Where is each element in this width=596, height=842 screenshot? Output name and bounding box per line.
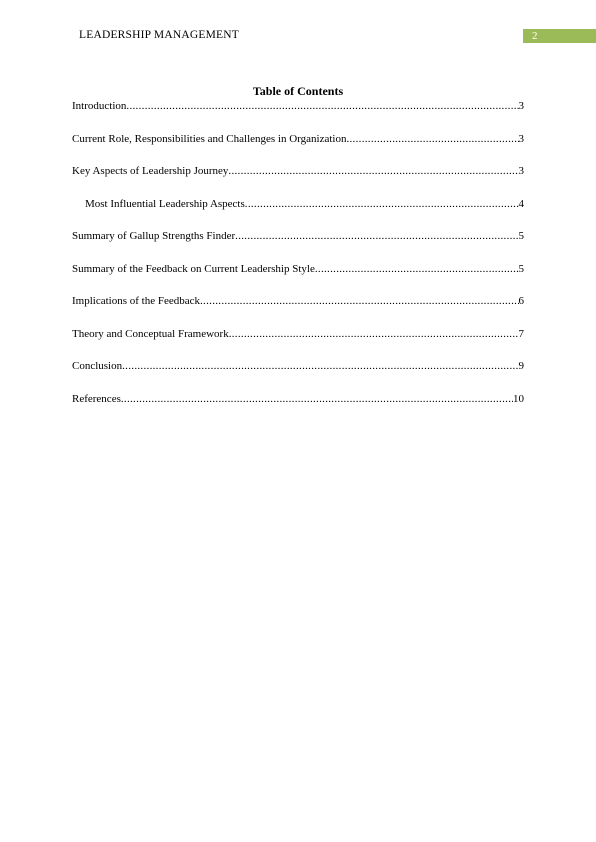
toc-entry-text: Summary of the Feedback on Current Leadership Style: [72, 262, 315, 275]
toc-entry-gallup[interactable]: [72, 229, 524, 243]
toc-entry-text: Key Aspects of Leadership Journey: [72, 165, 229, 177]
toc-entry-key-aspects[interactable]: [72, 164, 524, 178]
toc-entry-theory[interactable]: [72, 327, 524, 341]
toc-entry-feedback-summary[interactable]: [72, 262, 524, 276]
toc-entry-page: 5: [518, 262, 524, 275]
toc-dot-leader: [235, 229, 518, 243]
toc-entry-page: 4: [518, 197, 524, 210]
toc-entry-references[interactable]: [72, 392, 524, 406]
toc-dot-leader: [229, 327, 519, 341]
toc-entry-implications[interactable]: [72, 294, 524, 308]
toc-entry-introduction[interactable]: [72, 99, 524, 113]
toc-entry-text: Theory and Conceptual Framework: [72, 327, 229, 340]
toc-dot-leader: [200, 294, 519, 308]
toc-entry-most-influential[interactable]: [72, 197, 524, 211]
toc-entry-page: 3: [518, 132, 524, 145]
toc-entry-text: Most Influential Leadership Aspects: [85, 197, 245, 210]
toc-list: [72, 99, 524, 424]
toc-dot-leader: [346, 132, 518, 146]
toc-entry-text: Introduction: [72, 100, 127, 112]
toc-entry-conclusion[interactable]: [72, 359, 524, 373]
toc-entry-text: Current Role, Responsibilities and Challenges in Organization: [72, 132, 347, 145]
toc-entry-page: 9: [518, 360, 524, 372]
page-number: 2: [532, 30, 538, 42]
toc-dot-leader: [315, 262, 519, 276]
toc-heading: Table of Contents: [252, 84, 344, 98]
toc-entry-text: Conclusion: [72, 360, 123, 372]
toc-entry-current-role[interactable]: [72, 132, 524, 146]
toc-dot-leader: [122, 359, 518, 373]
toc-dot-leader: [245, 197, 519, 211]
toc-dot-leader: [228, 164, 518, 178]
toc-entry-page: 3: [518, 100, 524, 112]
running-header-title: LEADERSHIP MANAGEMENT: [79, 29, 239, 41]
toc-entry-page: 5: [518, 230, 524, 242]
toc-dot-leader: [126, 99, 518, 113]
toc-entry-text: Summary of Gallup Strengths Finder: [72, 230, 236, 242]
toc-entry-text: References: [72, 392, 121, 405]
toc-entry-page: 3: [518, 165, 524, 177]
toc-entry-text: Implications of the Feedback: [72, 295, 200, 307]
toc-dot-leader: [121, 392, 513, 406]
page-number-badge: [523, 29, 596, 43]
toc-entry-page: 10: [513, 392, 524, 405]
toc-entry-page: 6: [518, 295, 524, 307]
toc-entry-page: 7: [518, 327, 524, 340]
